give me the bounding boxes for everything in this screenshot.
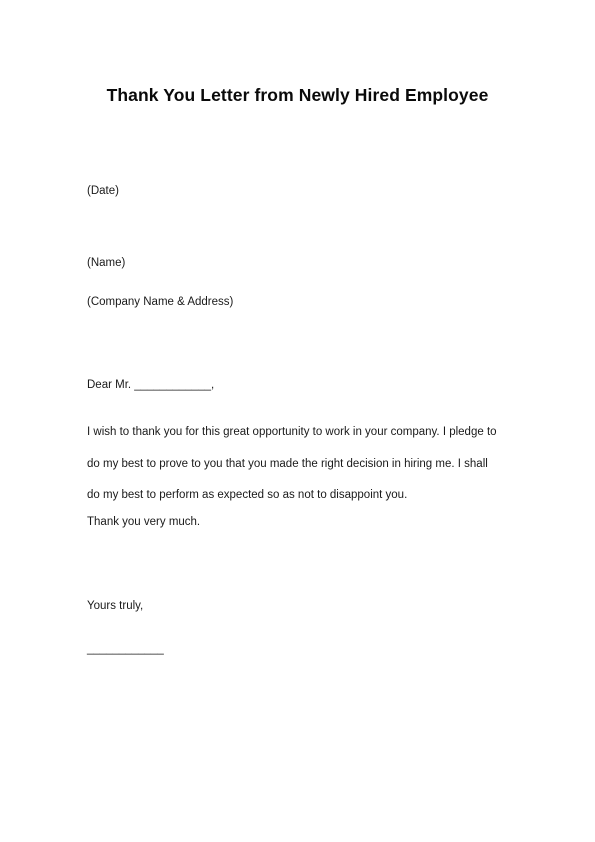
letter-body <box>87 417 527 512</box>
thanks-line: Thank you very much. <box>87 516 201 528</box>
recipient-company-placeholder: (Company Name & Address) <box>87 296 234 308</box>
signature-line: ____________ <box>87 643 164 655</box>
body-line-1: I wish to thank you for this great opportunity to work in your company. I pledge to <box>87 426 497 438</box>
date-placeholder: (Date) <box>87 185 119 197</box>
closing-line: Yours truly, <box>87 600 144 612</box>
salutation: Dear Mr. ____________, <box>87 379 215 391</box>
body-line-3: do my best to perform as expected so as not to disappoint you. <box>87 489 408 501</box>
body-line-2: do my best to prove to you that you made the right decision in hiring me. I shall <box>87 457 488 470</box>
letter-title: Thank You Letter from Newly Hired Employee <box>106 85 489 105</box>
recipient-name-placeholder: (Name) <box>87 257 126 269</box>
